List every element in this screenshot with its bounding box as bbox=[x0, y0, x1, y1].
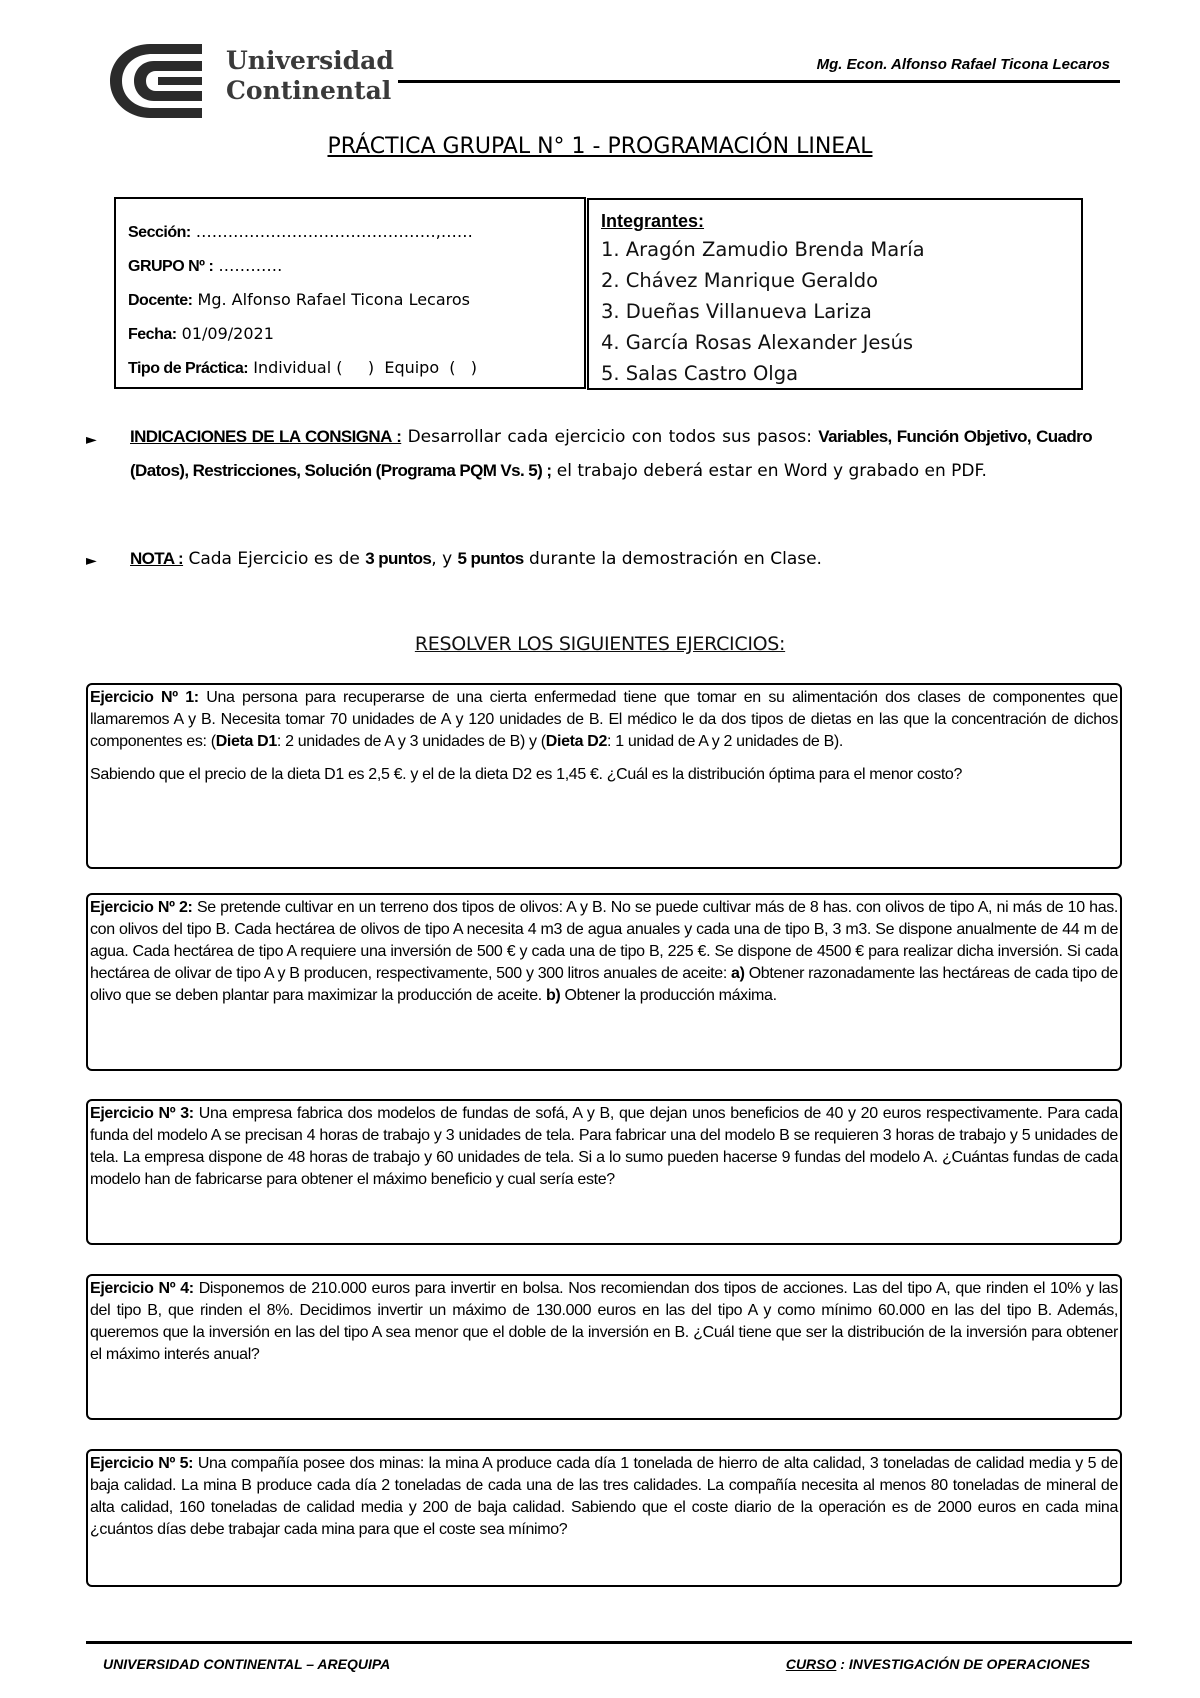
members-box bbox=[587, 198, 1083, 390]
consigna-paragraph bbox=[130, 420, 1092, 488]
exercise-5-text: Una compañía posee dos minas: la mina A produce cada día 1 tonelada de hierro de alta calidad, 3 toneladas de calidad media y 5 de baja calidad. La mina B produce cada día 2 toneladas de cada una de las tres calidades. La compañía necesita al menos 80 toneladas de mineral de alta calidad, 160 toneladas de calidad media y 200 de baja calidad. Sabiendo que el coste diario de la operación es de 2000 euros en cada mina ¿cuántos días debe trabajar cada mina para que el coste sea mínimo? bbox=[90, 1455, 1118, 1538]
consigna-label: INDICACIONES DE LA CONSIGNA : bbox=[130, 427, 402, 446]
nota-bold-2: 5 puntos bbox=[457, 549, 524, 568]
exercise-box-4 bbox=[86, 1274, 1122, 1420]
members-title: Integrantes: bbox=[601, 211, 705, 231]
page-title: PRÁCTICA GRUPAL N° 1 - PROGRAMACIÓN LINEAL bbox=[327, 134, 873, 159]
bullet-icon: ► bbox=[86, 553, 97, 569]
member-item: 5. Salas Castro Olga bbox=[601, 362, 799, 385]
member-item: 1. Aragón Zamudio Brenda María bbox=[601, 238, 925, 261]
consigna-text-2: el trabajo deberá estar en Word y grabado en PDF. bbox=[556, 461, 987, 481]
tipo-label: Tipo de Práctica: bbox=[128, 360, 249, 377]
exercise-3-text: Una empresa fabrica dos modelos de fundas de sofá, A y B, que dejan unos beneficios de 40 y 20 euros respectivamente. Para cada funda del modelo A se precisan 4 horas de trabajo y 3 unidades de tela. Para fabricar una del modelo B se requieren 3 horas de trabajo y 5 unidades de tela. La empresa dispone de 48 horas de trabajo y 60 unidades de tela. Si a lo sumo pueden hacerse 9 fundas del modelo A. ¿Cuántas fundas de cada modelo han de fabricarse para obtener el máximo beneficio y cual sería este? bbox=[90, 1105, 1118, 1188]
nota-label: NOTA : bbox=[130, 549, 184, 568]
member-item: 3. Dueñas Villanueva Lariza bbox=[601, 300, 872, 323]
logo-line-1: Universidad bbox=[226, 46, 394, 75]
nota-text-1: Cada Ejercicio es de bbox=[188, 549, 360, 569]
footer-course-value: INVESTIGACIÓN DE OPERACIONES bbox=[848, 1656, 1090, 1672]
footer-course-label: CURSO bbox=[785, 1656, 837, 1672]
fecha-label: Fecha: bbox=[128, 326, 177, 343]
nota-paragraph bbox=[130, 542, 1092, 576]
tipo-row bbox=[128, 351, 572, 385]
footer-course-separator: : bbox=[836, 1656, 849, 1672]
seccion-row bbox=[128, 215, 572, 249]
consigna-bold: Variables, Función Objetivo, Cuadro (Datos), Restricciones, Solución (Programa PQM Vs. 5) ; bbox=[130, 427, 1092, 480]
exercise-2-label: Ejercicio Nº 2: bbox=[90, 899, 193, 916]
header-divider bbox=[398, 80, 1120, 83]
exercise-1-text: Una persona para recuperarse de una cierta enfermedad tiene que tomar en su alimentación dos clases de componentes que llamaremos A y B. Necesita tomar 70 unidades de A y 120 unidades de B. El médico le da dos tipos de dietas en las que la concentración de dichos componentes es: ( bbox=[90, 689, 1118, 750]
exercise-2-part-b: b) bbox=[545, 987, 561, 1004]
university-logo-icon bbox=[106, 40, 214, 122]
logo-line-2: Continental bbox=[226, 76, 392, 105]
grupo-value: ………… bbox=[218, 256, 283, 275]
bullet-icon: ► bbox=[86, 432, 97, 448]
seccion-label: Sección: bbox=[128, 224, 191, 241]
exercise-1-text: : 2 unidades de A y 3 unidades de B) y ( bbox=[276, 733, 546, 750]
exercise-4-paragraph bbox=[90, 1278, 1118, 1366]
exercise-2-text: Obtener razonadamente las hectáreas de cada tipo de olivo que se deben plantar para maximizar la producción de aceite. bbox=[90, 965, 1118, 1004]
footer-divider bbox=[86, 1641, 1132, 1644]
fecha-value: 01/09/2021 bbox=[181, 324, 274, 343]
exercise-4-label: Ejercicio Nº 4: bbox=[90, 1280, 194, 1297]
footer-institution: UNIVERSIDAD CONTINENTAL – AREQUIPA bbox=[103, 1656, 391, 1672]
exercise-1-paragraph-1 bbox=[90, 687, 1118, 753]
exercise-2-text: Se pretende cultivar en un terreno dos tipos de olivos: A y B. No se puede cultivar más de 8 has. con olivos de tipo A, ni más de 10 has. con olivos del tipo B. Cada hectárea de olivos de tipo A necesita 4 m3 de agua anuales y cada una de tipo B, 3 m3. Se dispone anualmente de 44 m de agua. Cada hectárea de tipo A requiere una inversión de 500 € y cada una de tipo B, 225 €. Se dispone de 4500 € para realizar dicha inversión. Si cada hectárea de olivar de tipo A y B producen, respectivamente, 500 y 300 litros anuales de aceite: bbox=[90, 899, 1118, 982]
exercise-3-label: Ejercicio Nº 3: bbox=[90, 1105, 194, 1122]
exercise-2-paragraph bbox=[90, 897, 1118, 1007]
exercise-5-label: Ejercicio Nº 5: bbox=[90, 1455, 194, 1472]
exercise-1-diet-d1: Dieta D1 bbox=[215, 733, 277, 750]
exercise-4-text: Disponemos de 210.000 euros para invertir en bolsa. Nos recomiendan dos tipos de acciones. Las del tipo A, que rinden el 10% y las del tipo B, que rinden el 8%. Decidimos invertir un máximo de 130.000 euros en las del tipo A y como mínimo 60.000 en las del tipo B. Además, queremos que la inversión en las del tipo A sea menor que el doble de la inversión en B. ¿Cuál tiene que ser la distribución de la inversión para obtener el máximo interés anual? bbox=[90, 1280, 1118, 1363]
exercise-2-part-a: a) bbox=[731, 965, 745, 982]
member-item: 2. Chávez Manrique Geraldo bbox=[601, 269, 878, 292]
grupo-label: GRUPO Nº : bbox=[128, 258, 214, 275]
exercise-box-5 bbox=[86, 1449, 1122, 1587]
section-subtitle: RESOLVER LOS SIGUIENTES EJERCICIOS: bbox=[414, 633, 786, 655]
exercise-1-text: : 1 unidad de A y 2 unidades de B). bbox=[607, 733, 843, 750]
footer-course bbox=[700, 1656, 1090, 1672]
exercise-1-paragraph-2: Sabiendo que el precio de la dieta D1 es 2,5 €. y el de la dieta D2 es 1,45 €. ¿Cuál es la distribución óptima para el menor costo? bbox=[90, 766, 963, 783]
header-author: Mg. Econ. Alfonso Rafael Ticona Lecaros bbox=[816, 56, 1110, 73]
grupo-row bbox=[128, 249, 572, 283]
docente-value: Mg. Alfonso Rafael Ticona Lecaros bbox=[197, 290, 470, 309]
exercise-box-3 bbox=[86, 1099, 1122, 1245]
consigna-text-1: Desarrollar cada ejercicio con todos sus pasos: bbox=[407, 427, 812, 447]
tipo-value: Individual ( ) Equipo ( ) bbox=[253, 358, 478, 377]
exercise-2-text: Obtener la producción máxima. bbox=[564, 987, 777, 1004]
exercise-1-diet-d2: Dieta D2 bbox=[545, 733, 608, 750]
docente-row bbox=[128, 283, 572, 317]
nota-text-2: , y bbox=[431, 549, 453, 569]
seccion-value: ………………………………………,…… bbox=[195, 222, 473, 241]
exercise-box-1 bbox=[86, 683, 1122, 869]
university-logo-text bbox=[226, 46, 394, 106]
exercise-1-label: Ejercicio Nº 1: bbox=[90, 689, 199, 706]
exercise-box-2 bbox=[86, 893, 1122, 1071]
exercise-5-paragraph bbox=[90, 1453, 1118, 1541]
member-item: 4. García Rosas Alexander Jesús bbox=[601, 331, 914, 354]
nota-bold-1: 3 puntos bbox=[365, 549, 432, 568]
fecha-row bbox=[128, 317, 572, 351]
info-box bbox=[114, 197, 586, 389]
exercise-3-paragraph bbox=[90, 1103, 1118, 1191]
docente-label: Docente: bbox=[128, 292, 193, 309]
nota-text-3: durante la demostración en Clase. bbox=[528, 549, 822, 569]
